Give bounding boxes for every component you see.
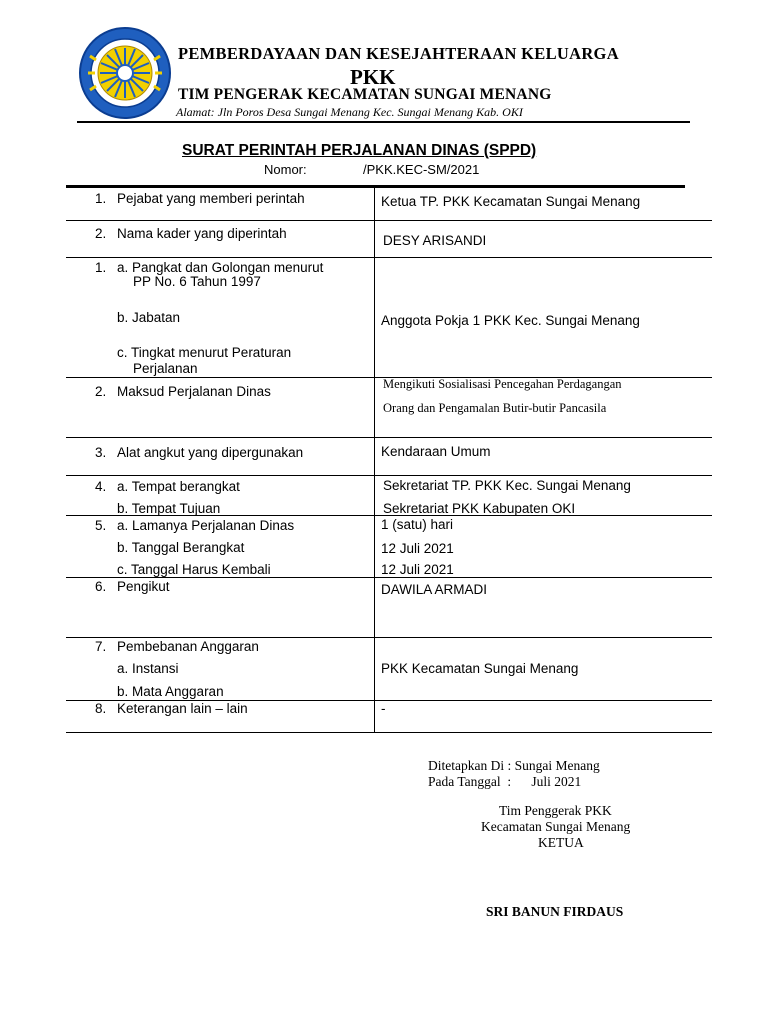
row-value: Mengikuti Sosialisasi Pencegahan Perdagangan — [383, 377, 622, 391]
row-number: 4. — [95, 479, 107, 494]
nomor-label: Nomor: — [264, 162, 307, 177]
row-label: b. Mata Anggaran — [117, 684, 224, 699]
table-top-border — [66, 185, 685, 188]
nomor-value: /PKK.KEC-SM/2021 — [363, 162, 480, 177]
row-divider — [66, 220, 712, 221]
table-divider — [374, 188, 375, 733]
row-label: a. Pangkat dan Golongan menurut — [117, 260, 324, 275]
row-divider — [66, 475, 712, 476]
document-title: SURAT PERINTAH PERJALANAN DINAS (SPPD) — [182, 142, 537, 159]
signature-place: Ditetapkan Di : Sungai Menang — [428, 758, 600, 773]
signature-team: Tim Penggerak PKK — [499, 803, 612, 818]
row-divider — [66, 577, 712, 578]
signature-name: SRI BANUN FIRDAUS — [486, 904, 624, 919]
row-number: 5. — [95, 518, 107, 533]
row-label: Keterangan lain – lain — [117, 701, 248, 716]
row-label: a. Instansi — [117, 661, 179, 676]
row-number: 2. — [95, 384, 107, 399]
row-value: Sekretariat PKK Kabupaten OKI — [383, 501, 576, 516]
row-label: a. Tempat berangkat — [117, 479, 240, 494]
row-label: b. Tanggal Berangkat — [117, 540, 245, 555]
row-label: b. Tempat Tujuan — [117, 501, 221, 516]
row-number: 7. — [95, 639, 107, 654]
row-value: Ketua TP. PKK Kecamatan Sungai Menang — [381, 194, 641, 209]
signature-role: KETUA — [538, 835, 584, 850]
header-address: Alamat: Jln Poros Desa Sungai Menang Kec. Sungai Menang Kab. OKI — [176, 105, 523, 119]
row-label: b. Jabatan — [117, 310, 181, 325]
row-label: Pejabat yang memberi perintah — [117, 191, 305, 206]
header-team: TIM PENGERAK KECAMATAN SUNGAI MENANG — [178, 86, 552, 103]
row-number: 1. — [95, 191, 107, 206]
row-number: 3. — [95, 445, 107, 460]
row-label: Perjalanan — [133, 361, 198, 376]
header-rule — [77, 121, 690, 123]
row-number: 1. — [95, 260, 107, 275]
row-value: DESY ARISANDI — [383, 233, 487, 248]
signature-district: Kecamatan Sungai Menang — [481, 819, 631, 834]
row-value: Kendaraan Umum — [381, 444, 491, 459]
row-value: PKK Kecamatan Sungai Menang — [381, 661, 579, 676]
row-value: Sekretariat TP. PKK Kec. Sungai Menang — [383, 478, 631, 493]
row-number: 8. — [95, 701, 107, 716]
row-label: c. Tanggal Harus Kembali — [117, 562, 271, 577]
row-label: PP No. 6 Tahun 1997 — [133, 274, 261, 289]
row-value: Anggota Pokja 1 PKK Kec. Sungai Menang — [381, 313, 640, 328]
row-value: 1 (satu) hari — [381, 517, 454, 532]
pkk-logo — [78, 26, 172, 120]
row-label: Pengikut — [117, 579, 170, 594]
row-value: DAWILA ARMADI — [381, 582, 488, 597]
row-label: Nama kader yang diperintah — [117, 226, 287, 241]
row-value: Orang dan Pengamalan Butir-butir Pancasila — [383, 401, 607, 415]
row-label: a. Lamanya Perjalanan Dinas — [117, 518, 295, 533]
row-label: Alat angkut yang dipergunakan — [117, 445, 304, 460]
header-pkk: PKK — [350, 65, 396, 89]
row-value: 12 Juli 2021 — [381, 541, 454, 556]
row-value: - — [381, 701, 386, 716]
row-number: 6. — [95, 579, 107, 594]
header-org: PEMBERDAYAAN DAN KESEJAHTERAAN KELUARGA — [178, 44, 619, 63]
table-bottom-border — [66, 732, 712, 733]
row-number: 2. — [95, 226, 107, 241]
row-divider — [66, 637, 712, 638]
signature-date: Pada Tanggal : Juli 2021 — [428, 774, 582, 789]
row-divider — [66, 437, 712, 438]
row-value: 12 Juli 2021 — [381, 562, 454, 577]
row-divider — [66, 257, 712, 258]
row-label: c. Tingkat menurut Peraturan — [117, 345, 292, 360]
row-label: Maksud Perjalanan Dinas — [117, 384, 271, 399]
row-label: Pembebanan Anggaran — [117, 639, 259, 654]
